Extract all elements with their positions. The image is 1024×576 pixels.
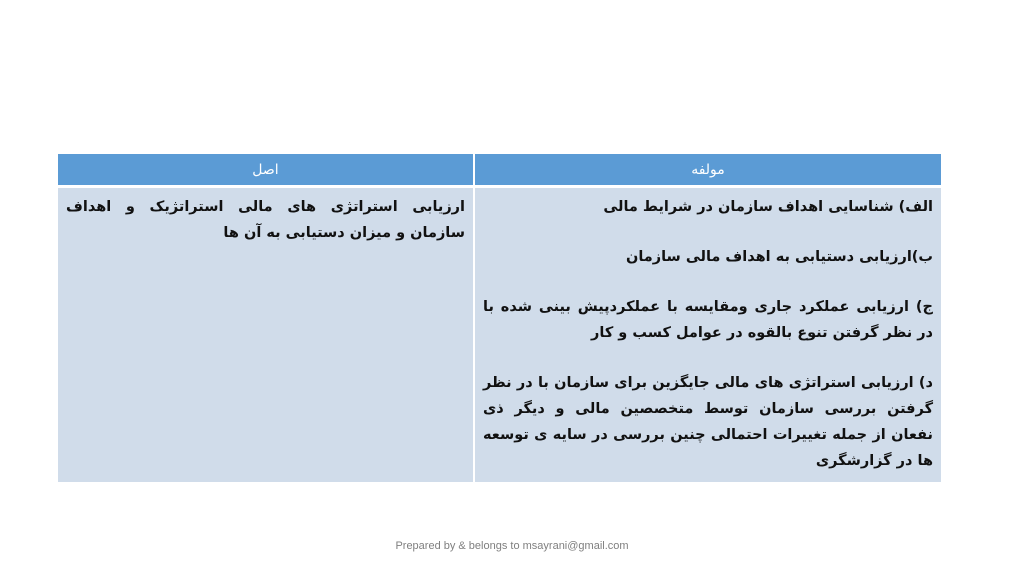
table-row (58, 187, 941, 483)
content-table (58, 154, 941, 482)
component-item-c: ج) ارزیابی عملکرد جاری ومقایسه با عملکردپیش بینی شده با در نظر گرفتن تنوع بالقوه در عوامل کسب و کار (483, 299, 933, 341)
table-header-row (58, 154, 941, 187)
component-item-d: د) ارزیابی استراتژی های مالی جایگزین برای سازمان با در نظر گرفتن بررسی سازمان توسط متخصصین مالی و دیگر ذی نفعان از جمله تغییرات احتمالی چنین بررسی در سایه ی توسعه ها در گزارشگری (483, 375, 933, 469)
header-component: مولفه (474, 154, 941, 187)
principle-text: ارزیابی استراتژی های مالی استراتژیک و اهداف سازمان و میزان دستیابی به آن ها (66, 199, 465, 241)
header-principle: اصل (58, 154, 474, 187)
component-item-b: ب)ارزیابی دستیابی به اهداف مالی سازمان (625, 249, 933, 265)
footer-credit: Prepared by & belongs to msayrani@gmail.com (395, 540, 629, 552)
component-cell (474, 187, 941, 483)
component-item-a: الف) شناسایی اهداف سازمان در شرایط مالی (603, 199, 933, 215)
principle-cell (58, 187, 474, 483)
